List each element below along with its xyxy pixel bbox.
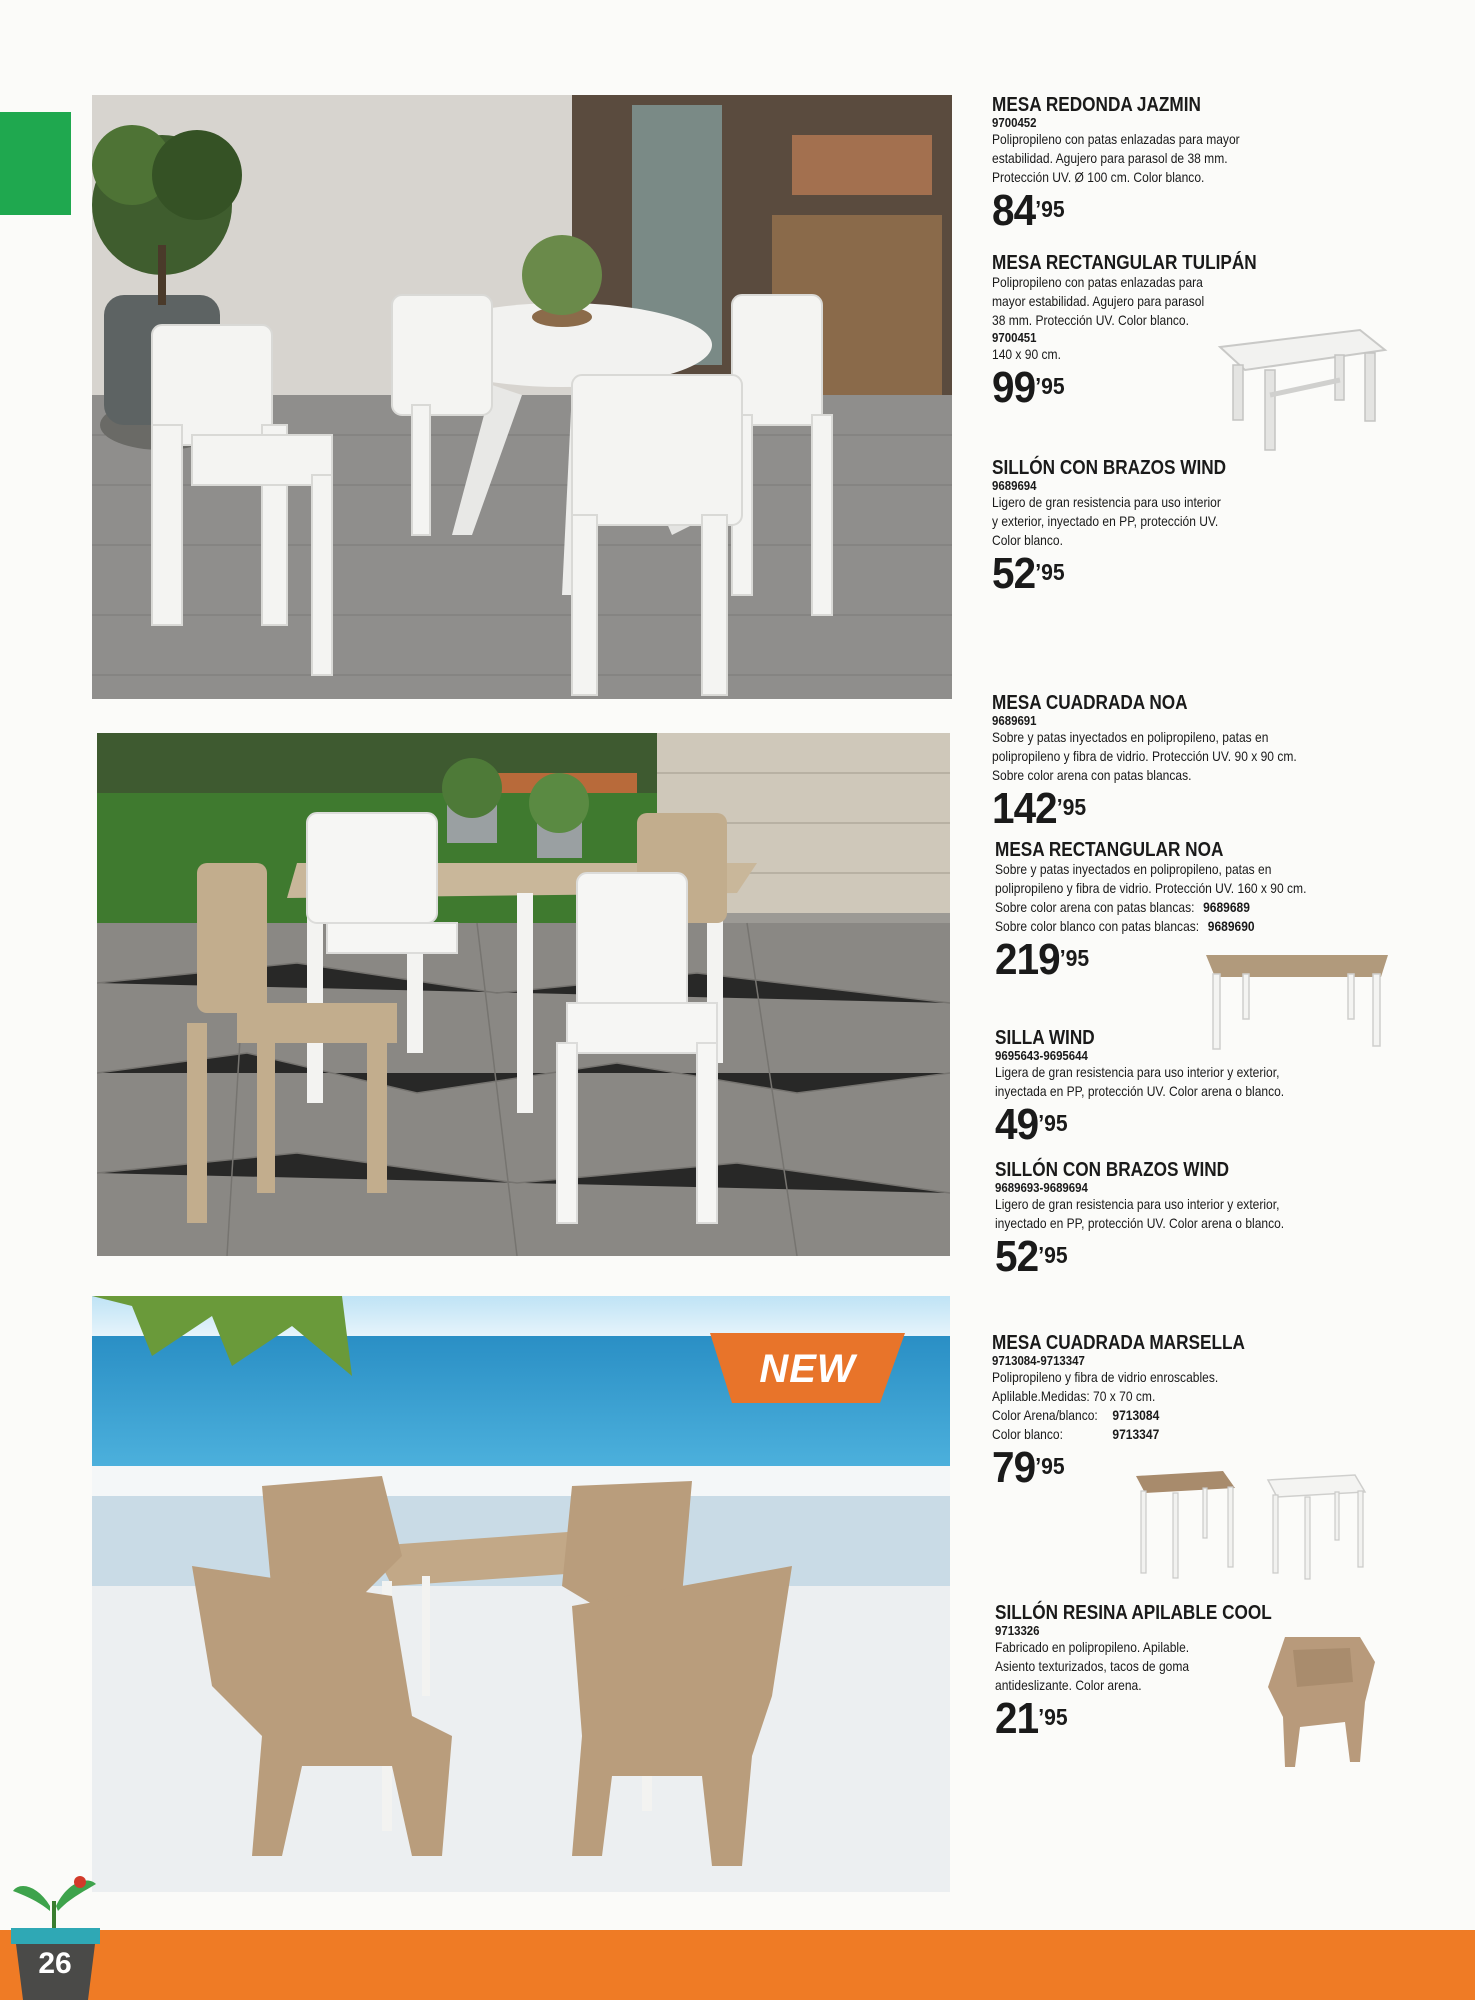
thumb-marsella-blanco bbox=[1265, 1472, 1368, 1580]
product-description: Fabricado en polipropileno. Apilable. Asiento texturizados, tacos de goma antideslizante. Color arena. bbox=[995, 1639, 1190, 1693]
product-code: 9695643-9695644 bbox=[995, 1048, 1088, 1063]
product-description: Sobre y patas inyectados en polipropileno, patas en polipropileno y fibra de vidrio. Protección UV. 90 x 90 cm. Sobre color arena con patas blancas. bbox=[992, 729, 1297, 783]
product-price: $49^{’95}$ bbox=[995, 1100, 1068, 1149]
product-description: Polipropileno con patas enlazadas para mayor estabilidad. Agujero para parasol de 38 mm. Protección UV. Ø 100 cm. Color blanco. bbox=[992, 131, 1240, 185]
product-name: SILLÓN RESINA APILABLE COOL bbox=[995, 1602, 1272, 1624]
section-tab bbox=[0, 112, 71, 215]
thumb-mesa-tulipan bbox=[1215, 325, 1390, 453]
product-code: 9689694 bbox=[992, 478, 1037, 493]
product-description: Polipropileno con patas enlazadas para mayor estabilidad. Agujero para parasol 38 mm. Protección UV. Color blanco. bbox=[992, 274, 1205, 328]
product-mesa-cuadrada-noa bbox=[992, 693, 1392, 831]
product-name: MESA CUADRADA NOA bbox=[992, 692, 1188, 714]
product-code: 9700452 bbox=[992, 115, 1037, 130]
product-code: 9713084-9713347 bbox=[992, 1353, 1085, 1368]
product-name: MESA REDONDA JAZMIN bbox=[992, 94, 1201, 116]
product-description: Ligero de gran resistencia para uso interior y exterior, inyectado en PP, protección UV. Color arena o blanco. bbox=[995, 1196, 1285, 1231]
variant-row: Color Arena/blanco: 9713084 bbox=[992, 1407, 1160, 1423]
product-description: Ligera de gran resistencia para uso interior y exterior, inyectada en PP, protección UV. Color arena o blanco. bbox=[995, 1064, 1285, 1099]
product-code: 9700451 bbox=[992, 330, 1037, 345]
new-badge-label: NEW bbox=[759, 1347, 856, 1391]
product-name: SILLÓN CON BRAZOS WIND bbox=[995, 1159, 1230, 1181]
product-price: $21^{’95}$ bbox=[995, 1694, 1068, 1743]
product-name: MESA RECTANGULAR NOA bbox=[995, 839, 1224, 861]
product-description: Sobre y patas inyectados en polipropileno, patas en polipropileno y fibra de vidrio. Protección UV. 160 x 90 cm. bbox=[995, 861, 1307, 896]
product-sillon-brazos-wind-2 bbox=[995, 1160, 1395, 1279]
product-name: SILLA WIND bbox=[995, 1027, 1095, 1049]
thumb-marsella-arena bbox=[1133, 1468, 1238, 1580]
product-price: $84^{’95}$ bbox=[992, 186, 1065, 235]
page-number: 26 bbox=[38, 1947, 72, 1980]
product-price: $79^{’95}$ bbox=[992, 1443, 1065, 1492]
product-code: 9689691 bbox=[992, 713, 1037, 728]
product-mesa-redonda-jazmin bbox=[992, 95, 1392, 233]
product-mesa-cuadrada-marsella bbox=[992, 1333, 1392, 1490]
product-code: 9713326 bbox=[995, 1623, 1040, 1638]
photo-noa-set bbox=[97, 733, 950, 1256]
product-description: Ligero de gran resistencia para uso interior y exterior, inyectado en PP, protección UV. Color blanco. bbox=[992, 494, 1221, 548]
product-sillon-brazos-wind bbox=[992, 458, 1392, 596]
product-price: $219^{’95}$ bbox=[995, 935, 1090, 984]
footer-bar bbox=[0, 1930, 1475, 2000]
product-silla-wind bbox=[995, 1028, 1395, 1147]
product-code: 9689693-9689694 bbox=[995, 1180, 1088, 1195]
variant-row: Sobre color blanco con patas blancas: 9689690 bbox=[995, 918, 1255, 934]
product-name: MESA RECTANGULAR TULIPÁN bbox=[992, 252, 1257, 274]
variant-row: Sobre color arena con patas blancas: 9689689 bbox=[995, 899, 1250, 915]
thumb-sillon-cool bbox=[1265, 1632, 1377, 1772]
product-name: SILLÓN CON BRAZOS WIND bbox=[992, 457, 1227, 479]
product-description: Polipropileno y fibra de vidrio enroscables. Aplilable.Medidas: 70 x 70 cm. bbox=[992, 1369, 1219, 1404]
product-name: MESA CUADRADA MARSELLA bbox=[992, 1332, 1245, 1354]
photo-jazmin-set bbox=[92, 95, 952, 699]
product-price: $52^{’95}$ bbox=[995, 1232, 1068, 1281]
product-price: $99^{’95}$ bbox=[992, 363, 1065, 412]
new-badge bbox=[710, 1333, 905, 1403]
product-price: $142^{’95}$ bbox=[992, 784, 1087, 833]
product-size: 140 x 90 cm. bbox=[992, 346, 1061, 362]
variant-row: Color blanco: 9713347 bbox=[992, 1426, 1160, 1442]
product-price: $52^{’95}$ bbox=[992, 549, 1065, 598]
